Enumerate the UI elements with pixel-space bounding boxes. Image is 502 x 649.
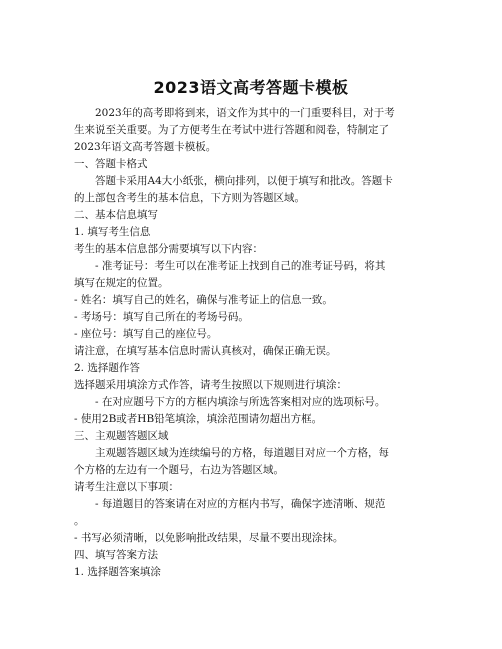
list-item: - 考场号：填写自己所在的考场号码。 [74, 311, 249, 323]
paragraph-line: 生来说至关重要。为了方便考生在考试中进行答题和阅卷，特制定了 [74, 124, 389, 136]
paragraph-line: 选择题采用填涂方式作答，请考生按照以下规则进行填涂： [74, 379, 347, 391]
document-title: 2023语文高考答题卡模板 [153, 78, 349, 97]
document-body [74, 105, 434, 581]
paragraph-line: 。 [74, 515, 85, 527]
list-item: - 座位号：填写自己的座位号。 [74, 328, 218, 340]
list-item: - 在对应题号下方的方框内填涂与所选答案相对应的选项标号。 [95, 396, 386, 408]
paragraph-line: 考生的基本信息部分需要填写以下内容： [74, 243, 263, 255]
section-heading: 一、答题卡格式 [74, 158, 148, 170]
paragraph-line: 的上部包含考生的基本信息，下方则为答题区域。 [74, 192, 305, 204]
list-item: - 使用2B或者HB铅笔填涂，填涂范围请勿超出方框。 [74, 413, 323, 425]
subsection-heading: 2. 选择题作答 [74, 362, 140, 374]
paragraph-line: 2023年的高考即将到来，语文作为其中的一门重要科目，对于考 [95, 107, 395, 119]
paragraph-line: 填写在规定的位置。 [74, 277, 169, 289]
subsection-heading: 1. 选择题答案填涂 [74, 566, 161, 578]
list-item: - 姓名：填写自己的姓名，确保与准考证上的信息一致。 [74, 294, 333, 306]
section-heading: 四、填写答案方法 [74, 549, 158, 561]
paragraph-line: 请注意，在填写基本信息时需认真核对，确保正确无误。 [74, 345, 337, 357]
list-item: - 书写必须清晰，以免影响批改结果，尽量不要出现涂抹。 [74, 532, 344, 544]
subsection-heading: 1. 填写考生信息 [74, 226, 151, 238]
paragraph-line: 请考生注意以下事项： [74, 481, 179, 493]
paragraph-line: 主观题答题区域为连续编号的方格，每道题目对应一个方格，每 [95, 447, 389, 459]
paragraph-line: 答题卡采用A4大小纸张，横向排列，以便于填写和批改。答题卡 [95, 175, 393, 187]
list-item: - 每道题目的答案请在对应的方框内书写，确保字迹清晰、规范 [95, 498, 386, 510]
section-heading: 三、主观题答题区域 [74, 430, 169, 442]
section-heading: 二、基本信息填写 [74, 209, 158, 221]
list-item: - 准考证号：考生可以在准考证上找到自己的准考证号码，将其 [95, 260, 386, 272]
paragraph-line: 个方格的左边有一个题号，右边为答题区域。 [74, 464, 284, 476]
paragraph-line: 2023年语文高考答题卡模板。 [74, 141, 217, 153]
